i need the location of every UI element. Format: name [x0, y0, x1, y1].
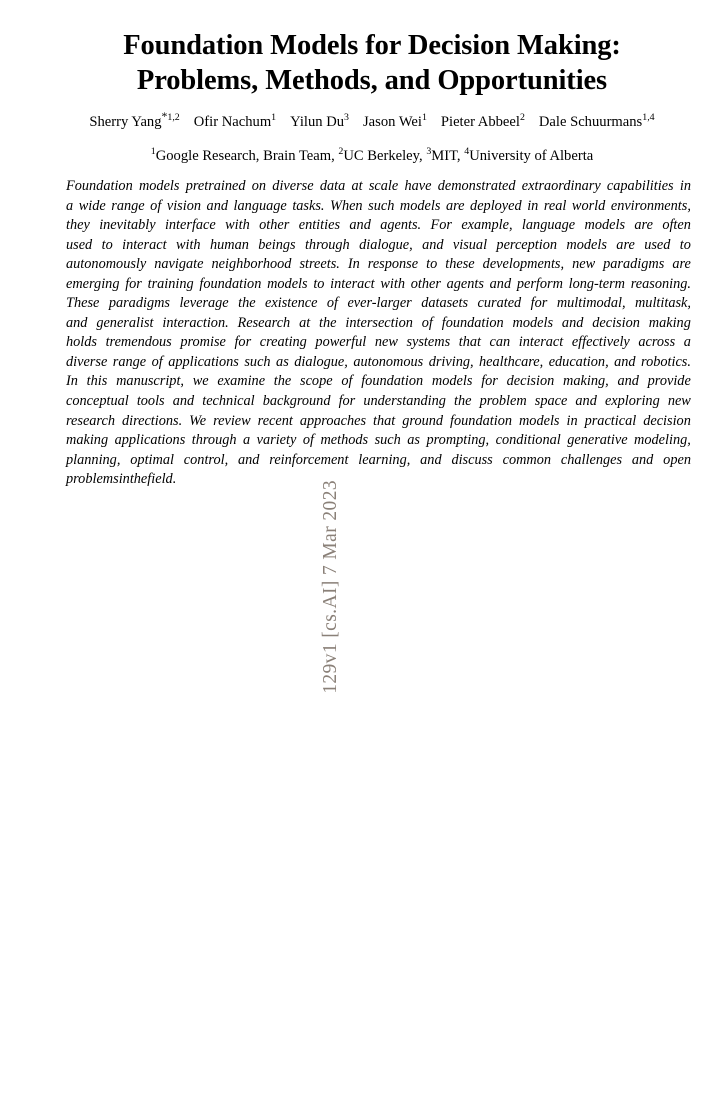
author-list	[46, 110, 698, 131]
affiliation-name: Google Research, Brain Team,	[155, 148, 335, 164]
abstract-text	[66, 177, 691, 490]
abstract-line: they inevitably interface with other entities and agents. For example, language models are often	[66, 217, 691, 234]
abstract-line: emerging for training foundation models to interact with other agents and perform long-term reasoning.	[66, 275, 691, 292]
author-1	[89, 110, 180, 130]
abstract-line: Foundation models pretrained on diverse data at scale have demonstrated extraordinary capabilities in	[66, 178, 691, 194]
abstract-line: diverse range of applications such as dialogue, autonomous driving, healthcare, education, and robotics.	[66, 353, 691, 370]
affiliation-name: University of Alberta	[469, 148, 594, 164]
affiliation-marker: 4	[464, 146, 470, 158]
abstract-line: and generalist interaction. Research at the intersection of foundation models and decision making	[66, 314, 691, 331]
author-name: Jason Wei	[363, 114, 422, 130]
abstract-line: making applications through a variety of methods such as prompting, conditional generative modeling,	[66, 432, 691, 449]
author-name: Ofir Nachum	[193, 114, 272, 130]
author-name: Pieter Abbeel	[440, 114, 520, 130]
author-2	[194, 114, 276, 130]
arxiv-stamp-text: 129v1 [cs.AI] 7 Mar 2023	[320, 480, 341, 694]
affiliation-marker: 3	[426, 146, 432, 158]
abstract-line: holds tremendous promise for creating powerful new systems that can interact effectively across a	[66, 334, 691, 351]
abstract-line: autonomously navigate neighborhood streets. In response to these developments, new paradigms are	[66, 256, 691, 273]
corresponding-author-marker: *	[161, 110, 168, 124]
author-name: Sherry Yang	[89, 114, 162, 130]
abstract-line: used to interact with human beings through dialogue, and visual perception models are used to	[66, 236, 691, 253]
affiliation-2	[338, 148, 422, 164]
author-6	[539, 114, 655, 130]
author-name: Dale Schuurmans	[538, 114, 643, 130]
abstract-line: These paradigms leverage the existence of ever-larger datasets curated for multimodal, multitask,	[66, 295, 691, 312]
author-4	[363, 114, 427, 130]
affiliation-name: MIT,	[431, 148, 461, 164]
author-affiliation-marker: 2	[519, 112, 525, 124]
abstract-line: In this manuscript, we examine the scope of foundation models for decision making, and provide	[66, 373, 691, 390]
abstract-line: conceptual tools and technical background for understanding the problem space and exploring new	[66, 393, 691, 410]
title-line-1: Foundation Models for Decision Making:	[123, 30, 621, 61]
author-affiliation-marker: 1	[271, 112, 277, 124]
affiliation-name: UC Berkeley,	[343, 148, 423, 164]
author-affiliation-marker: 1,4	[642, 112, 655, 124]
title-line-2: Problems, Methods, and Opportunities	[136, 65, 608, 96]
affiliation-4	[464, 148, 593, 164]
affiliation-1	[151, 148, 335, 164]
author-affiliation-marker: 1,2	[167, 112, 180, 124]
abstract-line: problems in the field.	[66, 471, 177, 488]
author-name: Yilun Du	[290, 114, 345, 130]
affiliation-marker: 1	[150, 146, 156, 158]
author-5	[441, 114, 525, 130]
page-title	[46, 28, 698, 98]
affiliation-list	[46, 148, 698, 165]
abstract-line: research directions. We review recent approaches that ground foundation models in practical decision	[66, 412, 691, 429]
affiliation-3	[426, 148, 460, 164]
author-affiliation-marker: 1	[421, 112, 427, 124]
author-3	[290, 114, 349, 130]
abstract-line: a wide range of vision and language tasks. When such models are deployed in real world environments,	[66, 197, 691, 214]
abstract-line: planning, optimal control, and reinforcement learning, and discuss common challenges and open	[66, 451, 691, 468]
paper-page	[0, 0, 720, 488]
affiliation-marker: 2	[338, 146, 344, 158]
author-affiliation-marker: 3	[344, 112, 349, 124]
